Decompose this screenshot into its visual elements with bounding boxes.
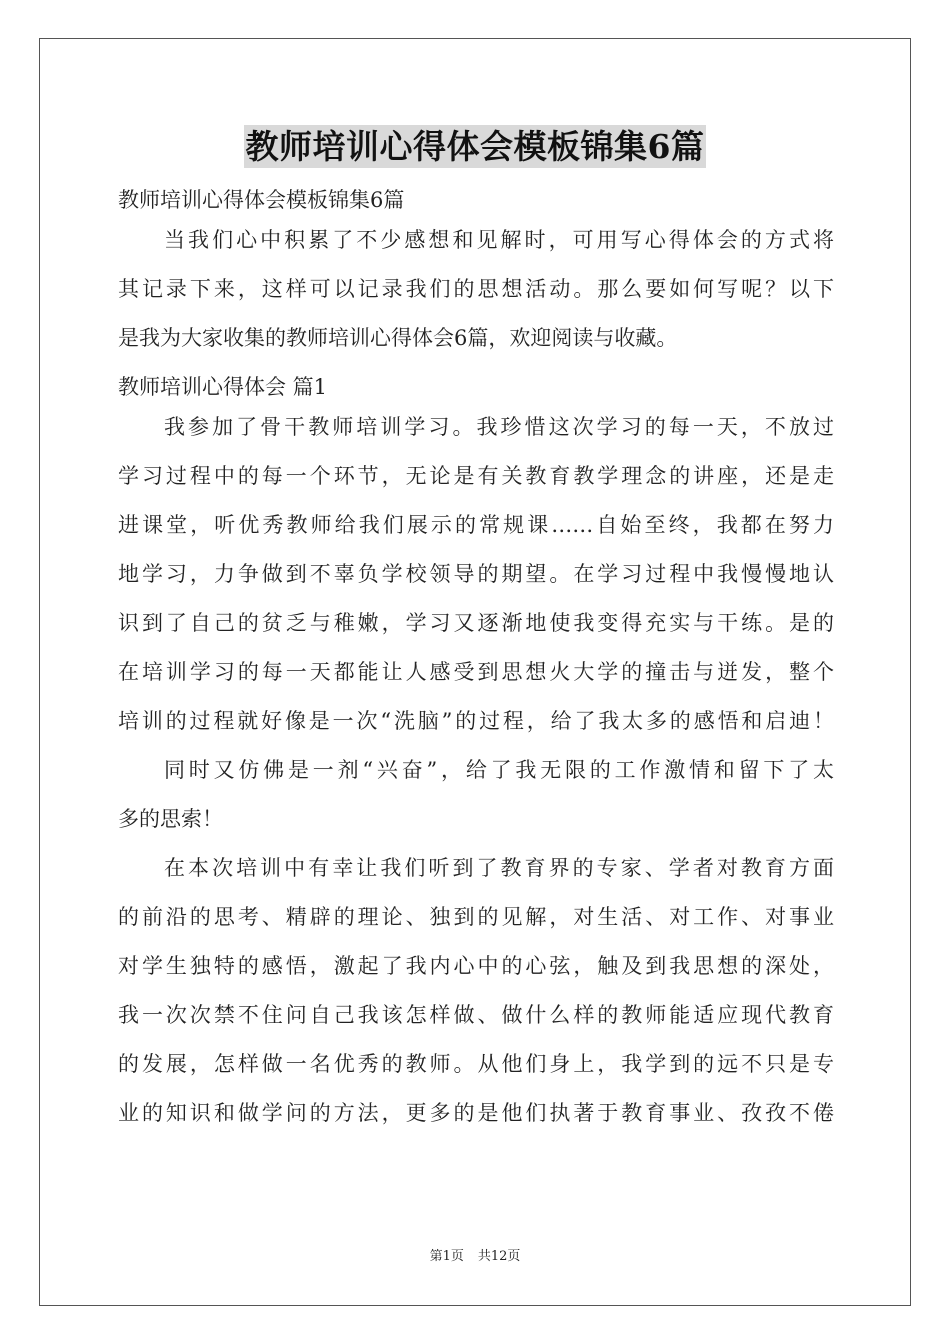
text-line: 同时又仿佛是一剂“兴奋”，给了我无限的工作激情和留下了太: [164, 758, 834, 782]
text-line: 我参加了骨干教师培训学习。我珍惜这次学习的每一天，不放过: [164, 415, 834, 439]
document-body: [118, 180, 834, 1142]
text-line: 的发展，怎样做一名优秀的教师。从他们身上，我学到的远不只是专: [118, 1052, 834, 1076]
text-line: 教师培训心得体会 篇1: [118, 375, 328, 399]
text-line: 业的知识和做学问的方法，更多的是他们执著于教育事业、孜孜不倦: [118, 1101, 834, 1125]
text-line: 进课堂，听优秀教师给我们展示的常规课……自始至终，我都在努力: [118, 513, 834, 537]
text-line: 是我为大家收集的教师培训心得体会6篇，欢迎阅读与收藏。: [118, 326, 678, 350]
document-title: 教师培训心得体会模板锦集6篇: [245, 127, 705, 166]
page-number-current: 第1页: [429, 1249, 464, 1264]
text-line: 学习过程中的每一个环节，无论是有关教育教学理念的讲座，还是走: [118, 464, 834, 488]
page-number-total: 共12页: [477, 1249, 521, 1264]
document-title-block: [0, 124, 950, 176]
text-line: 其记录下来，这样可以记录我们的思想活动。那么要如何写呢？以下: [118, 277, 834, 301]
text-line: 当我们心中积累了不少感想和见解时，可用写心得体会的方式将: [164, 228, 834, 252]
page-footer: [0, 1245, 950, 1264]
text-line: 在本次培训中有幸让我们听到了教育界的专家、学者对教育方面: [164, 856, 834, 880]
text-line: 地学习，力争做到不辜负学校领导的期望。在学习过程中我慢慢地认: [118, 562, 834, 586]
text-line: 教师培训心得体会模板锦集6篇: [118, 188, 405, 212]
text-line: 的前沿的思考、精辟的理论、独到的见解，对生活、对工作、对事业: [118, 905, 834, 929]
text-line: 识到了自己的贫乏与稚嫩，学习又逐渐地使我变得充实与干练。是的: [118, 611, 834, 635]
text-line: 多的思索！: [118, 807, 223, 831]
text-line: 在培训学习的每一天都能让人感受到思想火大学的撞击与迸发，整个: [118, 660, 834, 684]
text-line: 我一次次禁不住问自己我该怎样做、做什么样的教师能适应现代教育: [118, 1003, 834, 1027]
text-line: 对学生独特的感悟，激起了我内心中的心弦，触及到我思想的深处，: [118, 954, 834, 978]
text-line: 培训的过程就好像是一次“洗脑”的过程，给了我太多的感悟和启迪！: [118, 709, 834, 733]
